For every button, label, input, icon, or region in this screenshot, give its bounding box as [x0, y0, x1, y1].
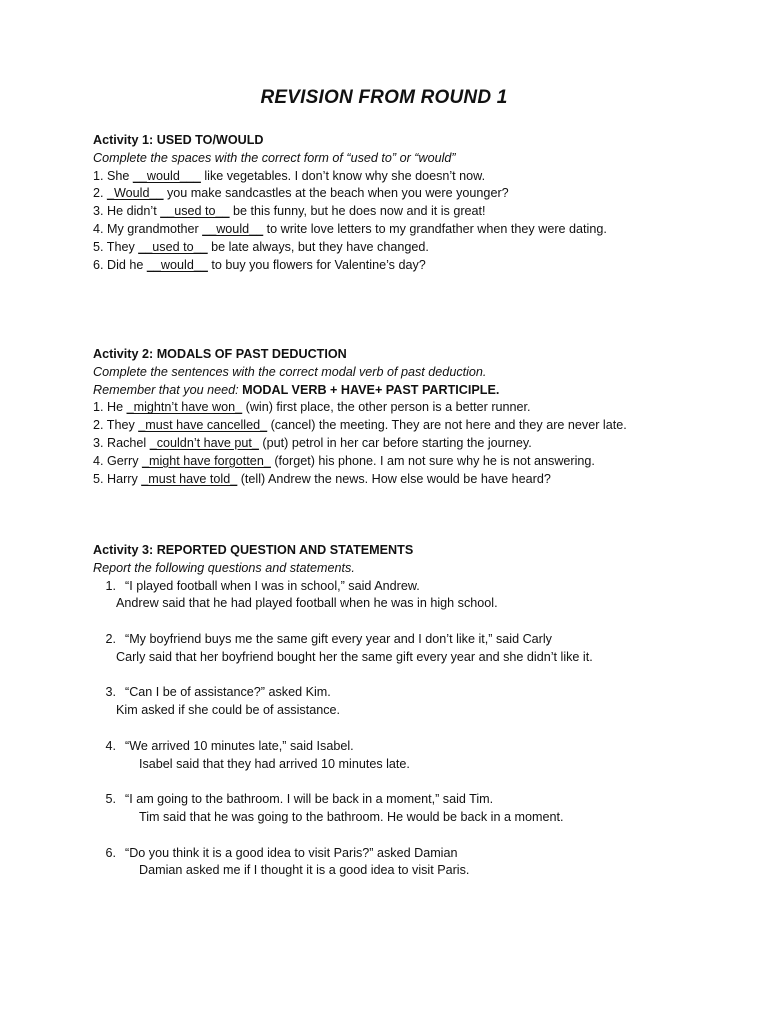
activity-2-item-3: 3. Rachel _couldn’t have put_ (put) petrol in her car before starting the journey. [93, 435, 532, 450]
activity-1-item-5: 5. They __used to__ be late always, but they have changed. [93, 239, 429, 254]
answer: _mightn’t have won_ [126, 400, 243, 415]
list-item: 4. “We arrived 10 minutes late,” said Isabel. Isabel said that they had arrived 10 minutes late. [93, 738, 673, 774]
activity-2-item-5: 5. Harry _must have told_ (tell) Andrew the news. How else would be have heard? [93, 471, 551, 486]
answer: __would__ [202, 221, 264, 236]
question: “I am going to the bathroom. I will be back in a moment,” said Tim. [125, 792, 494, 807]
question: “Can I be of assistance?” asked Kim. [125, 685, 331, 700]
answer: __would___ [132, 168, 201, 183]
reported-speech-list [93, 578, 673, 881]
question: “My boyfriend buys me the same gift every year and I don’t like it,” said Carly [125, 631, 552, 646]
answer: Tim said that he was going to the bathroom. He would be back in a moment. [139, 809, 564, 824]
activity-1-instruction: Complete the spaces with the correct form of “used to” or “would” [93, 150, 456, 165]
question: “Do you think it is a good idea to visit Paris?” asked Damian [125, 845, 458, 860]
activity-3-instruction: Report the following questions and statements. [93, 560, 355, 575]
page-title: REVISION FROM ROUND 1 [260, 87, 508, 108]
activity-2-item-4: 4. Gerry _might have forgotten_ (forget) his phone. I am not sure why he is not answering. [93, 453, 595, 468]
activity-1-item-2: 2. _Would__ you make sandcastles at the beach when you were younger? [93, 186, 509, 201]
question: “We arrived 10 minutes late,” said Isabel. [125, 738, 354, 753]
activity-2-item-1: 1. He _mightn’t have won_ (win) first place, the other person is a better runner. [93, 400, 531, 415]
answer: __would__ [146, 257, 208, 272]
answer: Carly said that her boyfriend bought her the same gift every year and she didn’t like it. [116, 649, 593, 664]
answer: _might have forgotten_ [142, 453, 271, 468]
activity-2-item-2: 2. They _must have cancelled_ (cancel) the meeting. They are not here and they are never late. [93, 418, 627, 433]
activity-2-remember: Remember that you need: MODAL VERB + HAVE+ PAST PARTICIPLE. [93, 382, 500, 397]
question: “I played football when I was in school,” said Andrew. [125, 578, 420, 593]
activity-1 [93, 132, 673, 274]
activity-2 [93, 346, 673, 488]
activity-2-instruction: Complete the sentences with the correct modal verb of past deduction. [93, 364, 487, 379]
activity-1-heading: Activity 1: USED TO/WOULD [93, 133, 264, 147]
answer: _couldn’t have put_ [149, 435, 259, 450]
answer: Damian asked me if I thought it is a good idea to visit Paris. [139, 863, 470, 878]
activity-1-item-3: 3. He didn’t __used to__ be this funny, but he does now and it is great! [93, 204, 486, 219]
answer: _must have told_ [141, 471, 238, 486]
answer: Isabel said that they had arrived 10 minutes late. [139, 756, 410, 771]
answer: Andrew said that he had played football when he was in high school. [116, 596, 498, 611]
list-item: 1. “I played football when I was in school,” said Andrew. Andrew said that he had played football when he was in high school. [93, 578, 673, 614]
activity-3 [93, 542, 673, 898]
activity-1-item-1: 1. She __would___ like vegetables. I don’t know why she doesn’t now. [93, 168, 486, 183]
list-item: 2. “My boyfriend buys me the same gift every year and I don’t like it,” said Carly Carly said that her boyfriend bought her the same gift every year and she didn’t like it. [93, 631, 673, 667]
answer: Kim asked if she could be of assistance. [116, 703, 341, 718]
list-item: 3. “Can I be of assistance?” asked Kim. Kim asked if she could be of assistance. [93, 684, 673, 720]
list-item: 6. “Do you think it is a good idea to visit Paris?” asked Damian Damian asked me if I thought it is a good idea to visit Paris. [93, 845, 673, 881]
answer: __used to__ [160, 204, 230, 219]
activity-1-item-4: 4. My grandmother __would__ to write love letters to my grandfather when they were dating. [93, 221, 607, 236]
answer: _must have cancelled_ [138, 418, 268, 433]
activity-1-item-6: 6. Did he __would__ to buy you flowers for Valentine’s day? [93, 257, 426, 272]
activity-3-heading: Activity 3: REPORTED QUESTION AND STATEMENTS [93, 543, 414, 557]
list-item: 5. “I am going to the bathroom. I will be back in a moment,” said Tim. Tim said that he was going to the bathroom. He would be back in a moment. [93, 791, 673, 827]
answer: _Would__ [107, 186, 164, 201]
activity-2-heading: Activity 2: MODALS OF PAST DEDUCTION [93, 347, 347, 361]
answer: __used to__ [138, 239, 208, 254]
